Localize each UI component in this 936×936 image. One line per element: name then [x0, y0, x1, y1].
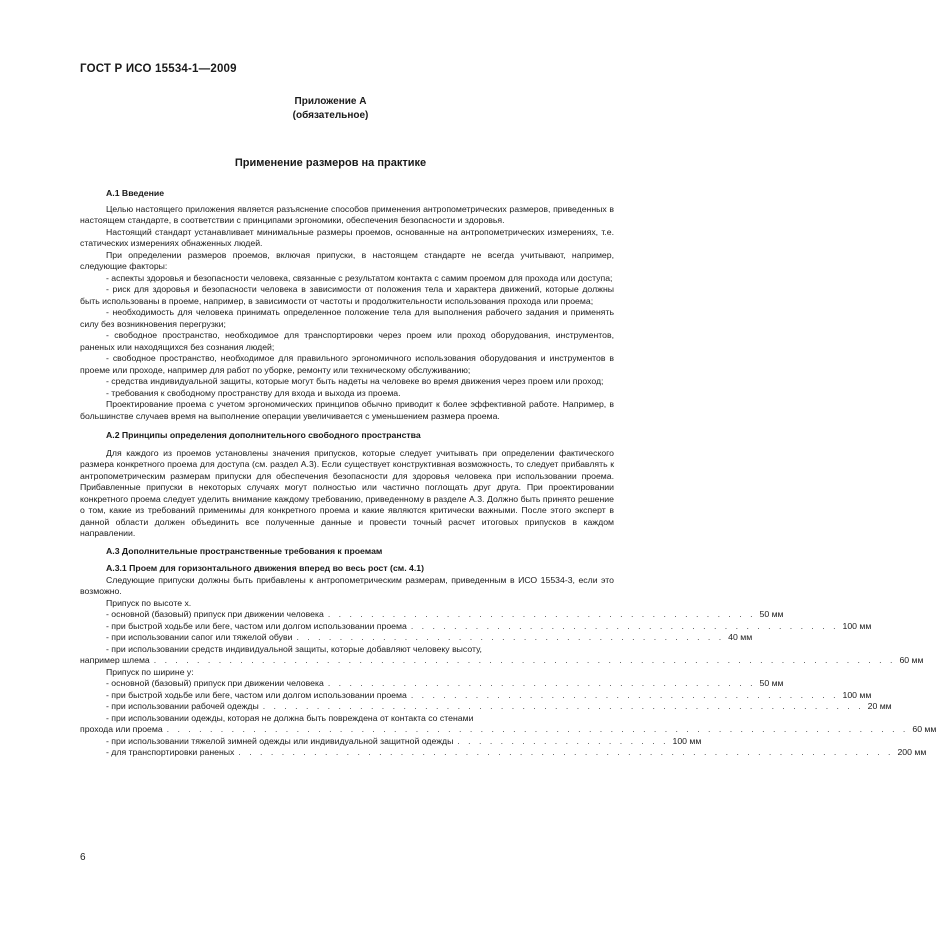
allowance-row	[80, 609, 784, 621]
allowance-label: прохода или проема	[80, 724, 163, 734]
height-allowance-label: Припуск по высоте x.	[106, 597, 192, 608]
paragraph: Следующие припуски должны быть прибавлены к антропометрическим размерам, приведенным в ИСО 15534-3, если это возможно.	[80, 574, 614, 596]
allowance-value: 40 мм	[728, 632, 753, 642]
paragraph: Для каждого из проемов установлены значения припусков, которые следует учитывать при определении фактического размера конкретного проема для доступа (см. раздел А.3). Если существует конструктивная возможность, то следует прибавлять к антропометрическим размерам припуски для обеспечения безопасности для здоровья человека при использовании проема. Прибавленные припуски в некоторых случаях могут полностью или частично поглощать друг друга. При проектировании конкретного проема следует уделить внимание каждому требованию, приведенному в разделе А.3. Должно быть принято решение о том, какие из требований применимы для конкретного проема и какие являются критически важными. После этого эксперт в данной области должен объединить все полученные данные и провести точный расчет итоговых припусков в каждом направлении.	[80, 447, 614, 538]
allowance-label: - при быстрой ходьбе или беге, частом или долгом использовании проема	[106, 620, 407, 631]
paragraph: Целью настоящего приложения является разъяснение способов применения антропометрических размеров, приведенных в настоящем стандарте, в соответствии с принципами эргономики, обеспечения безопасности и здоровья.	[80, 203, 614, 225]
section-a1-heading: А.1 Введение	[106, 188, 165, 198]
leader-dots: . . . . . . . . . . . . . . . . . . . . . . . . . . . . . . . . . . . . . . . . . . . . . . . . . . . . . . . . . . . . . . . . . . . . .	[166, 724, 909, 734]
list-item: - риск для здоровья и безопасности человека в зависимости от положения тела и характера движений, которые должны быть использованы в проеме, например, в зависимости от частоты и продолжительности использования прохода или проема;	[80, 284, 614, 306]
annex-label: Приложение А	[294, 96, 367, 107]
list-item: - требования к свободному пространству для входа и выхода из проема.	[106, 387, 401, 398]
allowance-label: - при использовании рабочей одежды	[106, 701, 259, 711]
allowance-row	[80, 678, 784, 690]
paragraph: Настоящий стандарт устанавливает минимальные размеры проемов, основанные на антропометрических измерениях, т.е. статических измерениях обнаженных людей.	[80, 226, 614, 248]
allowance-value: 100 мм	[842, 620, 872, 631]
leader-dots: . . . . . . . . . . . . . . . . . . . . . . . . . . . . . . . . . . . . . . . . . . . . . . . . . . . . . . . . . . . . . . . . . . . . .	[153, 655, 896, 665]
leader-dots: . . . . . . . . . . . . . . . . . . . . . . . . . . . . . . . . . . . . . . . . . . . . . . . . . . . . . . . . . . . . .	[238, 747, 894, 757]
width-allowance-label: Припуск по ширине y:	[106, 666, 194, 677]
doc-code-header: ГОСТ Р ИСО 15534-1—2009	[80, 63, 237, 75]
paragraph: Проектирование проема с учетом эргономических принципов обычно приводит к более эффективной работе. Например, в большинстве случаев время на выполнение операции увеличивается с уменьшением размера проема.	[80, 399, 614, 421]
page-number: 6	[80, 852, 86, 863]
allowance-label: - при использовании одежды, которая не должна быть повреждена от контакта со стенами	[106, 712, 474, 723]
allowance-value: 20 мм	[867, 701, 892, 711]
leader-dots: . . . . . . . . . . . . . . . . . . . . . . . . . . . . . . . . . . . . . . . .	[410, 620, 839, 631]
allowance-row	[80, 747, 927, 759]
annex-title: Применение размеров на практике	[234, 157, 427, 169]
allowance-label: - основной (базовый) припуск при движении человека	[106, 609, 324, 619]
allowance-label: - при использовании сапог или тяжелой обуви	[106, 632, 293, 642]
list-item: - необходимость для человека принимать определенное положение тела для выполнения рабочего задания и применять силу без возникновения перегрузки;	[80, 307, 614, 329]
section-a2-heading: А.2 Принципы определения дополнительного свободного пространства	[106, 430, 421, 440]
leader-dots: . . . . . . . . . . . . . . . . . . . .	[457, 735, 669, 746]
leader-dots: . . . . . . . . . . . . . . . . . . . . . . . . . . . . . . . . . . . . . . . .	[327, 609, 756, 619]
allowance-label: - основной (базовый) припуск при движении человека	[106, 678, 324, 688]
allowance-value: 200 мм	[897, 747, 927, 757]
section-a3-heading: А.3 Дополнительные пространственные требования к проемам	[106, 545, 383, 556]
allowance-label: - при быстрой ходьбе или беге, частом или долгом использовании проема	[106, 689, 407, 700]
allowance-value: 60 мм	[899, 655, 924, 665]
allowance-row	[80, 724, 936, 736]
list-item: - аспекты здоровья и безопасности человека, связанные с результатом контакта с самим проемом для прохода или доступа;	[106, 272, 613, 283]
allowance-label: - для транспортировки раненых	[106, 747, 235, 757]
paragraph: При определении размеров проемов, включая припуски, в настоящем стандарте не всегда учитывают, например, следующие факторы:	[80, 249, 614, 271]
allowance-row	[80, 655, 924, 667]
leader-dots: . . . . . . . . . . . . . . . . . . . . . . . . . . . . . . . . . . . . . . . . . . . . . . . . . . . . . . . .	[262, 701, 864, 711]
allowance-value: 100 мм	[672, 735, 702, 746]
leader-dots: . . . . . . . . . . . . . . . . . . . . . . . . . . . . . . . . . . . . . . . .	[327, 678, 756, 688]
leader-dots: . . . . . . . . . . . . . . . . . . . . . . . . . . . . . . . . . . . . . . . .	[296, 632, 725, 642]
allowance-value: 100 мм	[842, 689, 872, 700]
allowance-row	[80, 735, 702, 748]
allowance-label: например шлема	[80, 655, 150, 665]
allowance-value: 60 мм	[912, 724, 936, 734]
allowance-row	[80, 689, 872, 702]
annex-heading	[0, 95, 661, 123]
allowance-row	[80, 632, 753, 644]
allowance-label: - при использовании средств индивидуальной защиты, которые добавляют человеку высоту,	[106, 643, 482, 654]
allowance-row	[80, 701, 892, 713]
allowance-label: - при использовании тяжелой зимней одежды или индивидуальной защитной одежды	[106, 735, 454, 746]
allowance-row	[80, 620, 872, 633]
list-item: - свободное пространство, необходимое для правильного эргономичного использования оборудования и инструментов в проеме или проходе, например для работ по уборке, ремонту или техническому обслуживанию;	[80, 353, 614, 375]
allowance-value: 50 мм	[759, 609, 784, 619]
subsection-a31-heading: А.3.1 Проем для горизонтального движения вперед во весь рост (см. 4.1)	[106, 563, 424, 573]
list-item: - свободное пространство, необходимое для транспортировки через проем или проход оборудования, инструментов, раненых или находящихся без сознания людей;	[80, 330, 614, 352]
annex-status: (обязательное)	[292, 110, 369, 121]
document-body	[80, 188, 936, 759]
list-item: - средства индивидуальной защиты, которые могут быть надеты на человеке во время движения через проем или проход;	[106, 376, 604, 386]
leader-dots: . . . . . . . . . . . . . . . . . . . . . . . . . . . . . . . . . . . . . . . .	[410, 689, 839, 700]
allowance-value: 50 мм	[759, 678, 784, 688]
